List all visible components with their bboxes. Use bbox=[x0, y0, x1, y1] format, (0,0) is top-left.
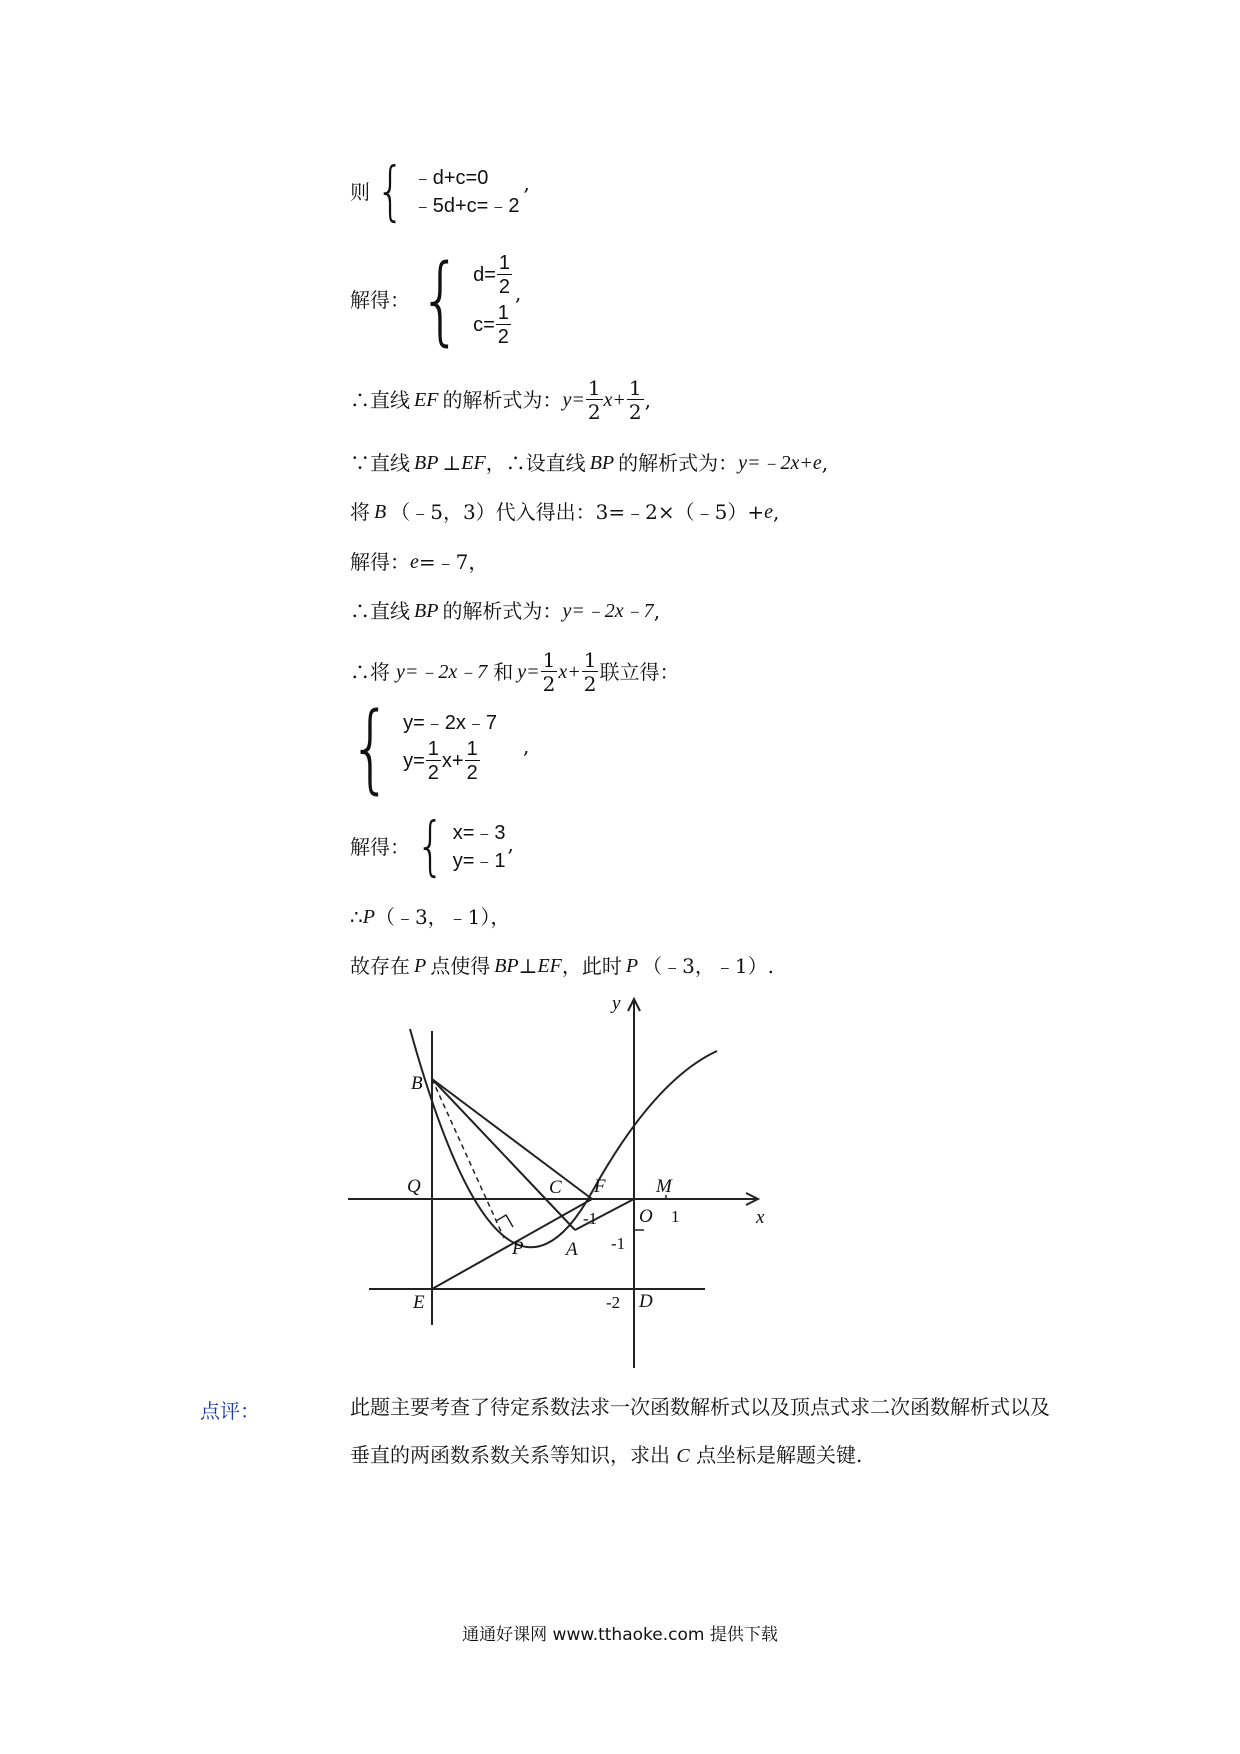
comment-label: 点评： bbox=[200, 1399, 260, 1423]
system-equation: y=﹣1 bbox=[452, 850, 506, 872]
denominator: 2 bbox=[583, 672, 597, 696]
text-e: e bbox=[410, 551, 419, 573]
text: （﹣5，3）代入得出：3=﹣2×（﹣5）+ bbox=[390, 500, 765, 524]
text: ，此时 bbox=[561, 954, 622, 978]
text-ef: EF bbox=[537, 955, 562, 977]
text-b: B bbox=[374, 501, 387, 523]
comma: , bbox=[507, 832, 514, 856]
text: 的解析式为： bbox=[442, 599, 563, 623]
comment-line bbox=[350, 1431, 1120, 1480]
text: y= bbox=[562, 389, 585, 411]
line-combine bbox=[350, 650, 679, 694]
tick-label-neg1-y: -1 bbox=[611, 1234, 626, 1253]
text: y= bbox=[403, 750, 425, 772]
tick-label-neg2-y: -2 bbox=[606, 1293, 621, 1312]
text: 则 bbox=[350, 180, 370, 204]
right-angle-mark bbox=[496, 1215, 513, 1227]
parabola-mid bbox=[432, 1089, 704, 1239]
segment-bf bbox=[432, 1079, 592, 1199]
text: 和 bbox=[493, 660, 514, 684]
text: 点使得 bbox=[430, 954, 491, 978]
label-q: Q bbox=[407, 1176, 421, 1197]
line-bp-equation bbox=[350, 601, 660, 621]
numerator: 1 bbox=[542, 648, 556, 672]
text: 的解析式为： bbox=[618, 451, 739, 475]
denominator: 2 bbox=[498, 276, 511, 298]
text: x+ bbox=[441, 750, 464, 772]
comma: , bbox=[515, 281, 522, 305]
fraction bbox=[496, 303, 511, 347]
text: 的解析式为： bbox=[442, 388, 563, 412]
segment-bp-dashed bbox=[432, 1079, 504, 1238]
perp-symbol: ⊥ bbox=[442, 451, 462, 475]
segment-ba bbox=[432, 1079, 575, 1230]
system-lines bbox=[473, 253, 513, 347]
denominator: 2 bbox=[542, 672, 556, 696]
line-ef-equation bbox=[350, 378, 651, 422]
fraction bbox=[582, 650, 599, 694]
text: , bbox=[653, 599, 661, 623]
line-conclusion bbox=[350, 956, 774, 976]
system-equation: ﹣d+c=0 bbox=[412, 167, 489, 189]
line-p-coords bbox=[350, 907, 510, 927]
denominator: 2 bbox=[497, 326, 509, 348]
text-p: P bbox=[414, 955, 427, 977]
label-o: O bbox=[639, 1206, 653, 1227]
text-bp: BP bbox=[494, 955, 519, 977]
equation: y=﹣2x+e bbox=[738, 452, 822, 474]
text: 联立得： bbox=[599, 660, 680, 684]
text: , bbox=[644, 388, 652, 412]
system-equation: x=﹣3 bbox=[452, 822, 506, 844]
text: 点坐标是解题关键. bbox=[696, 1443, 863, 1467]
text-ef: EF bbox=[414, 389, 439, 411]
text: （﹣3，﹣1）. bbox=[642, 954, 774, 978]
fraction bbox=[426, 739, 441, 783]
comma: , bbox=[523, 734, 530, 758]
fraction bbox=[627, 378, 644, 422]
label-a: A bbox=[566, 1239, 578, 1260]
text-ef: EF bbox=[461, 452, 486, 474]
text: ∴ bbox=[350, 905, 363, 929]
denominator: 2 bbox=[628, 400, 642, 424]
numerator: 1 bbox=[427, 738, 439, 760]
label-d: D bbox=[639, 1291, 653, 1312]
label-b: B bbox=[411, 1073, 423, 1094]
numerator: 1 bbox=[628, 376, 642, 400]
text-bp: BP bbox=[589, 452, 615, 474]
left-brace: { bbox=[349, 692, 392, 804]
fraction bbox=[541, 650, 558, 694]
system-lines bbox=[403, 713, 497, 783]
system-equation: y=﹣2x﹣7 bbox=[403, 712, 498, 734]
system-equation bbox=[473, 253, 513, 297]
text: ，∴设直线 bbox=[485, 451, 586, 475]
fraction bbox=[465, 739, 480, 783]
text: 故存在 bbox=[350, 954, 410, 978]
system-equation: ﹣5d+c=﹣2 bbox=[412, 195, 520, 217]
label-p: P bbox=[512, 1238, 524, 1259]
equation: y=﹣2x﹣7 bbox=[396, 661, 488, 683]
text: , bbox=[773, 500, 780, 524]
perp-symbol: ⊥ bbox=[518, 954, 538, 978]
text: 将 bbox=[350, 500, 370, 524]
denominator: 2 bbox=[427, 762, 439, 784]
system-lines bbox=[453, 823, 506, 871]
text: y= bbox=[517, 661, 540, 683]
text-e: e bbox=[764, 501, 774, 523]
denominator: 2 bbox=[466, 762, 478, 784]
text: =﹣7， bbox=[418, 550, 489, 574]
equation-system-1 bbox=[350, 155, 530, 229]
numerator: 1 bbox=[583, 648, 597, 672]
text: 解得： bbox=[350, 550, 410, 574]
text: 垂直的两函数系数关系等知识，求出 bbox=[350, 1443, 670, 1467]
text: 解得： bbox=[350, 835, 410, 859]
text-p: P bbox=[625, 955, 639, 977]
system-lines bbox=[413, 168, 520, 216]
denominator: 2 bbox=[587, 400, 601, 424]
text: 解得： bbox=[350, 288, 410, 312]
comment-line: 此题主要考查了待定系数法求一次函数解析式以及顶点式求二次函数解析式以及 bbox=[350, 1395, 1050, 1419]
comma: , bbox=[523, 171, 530, 195]
fraction bbox=[586, 378, 603, 422]
label-c: C bbox=[549, 1177, 562, 1198]
text: ∵直线 bbox=[350, 451, 410, 475]
label-e: E bbox=[413, 1292, 425, 1313]
text: ∴将 bbox=[350, 660, 390, 684]
geometry-figure bbox=[340, 985, 780, 1375]
line-substitute-b bbox=[350, 502, 779, 522]
page-footer: 通通好课网 www.tthaoke.com 提供下载 bbox=[462, 1625, 778, 1645]
text: ∴直线 bbox=[350, 599, 410, 623]
fraction bbox=[497, 253, 512, 297]
comment-text bbox=[350, 1383, 1120, 1480]
solution-x-y bbox=[350, 810, 514, 884]
label-x-axis: x bbox=[756, 1207, 765, 1228]
left-brace: { bbox=[419, 244, 462, 356]
text: d= bbox=[473, 264, 496, 286]
text-bp: BP bbox=[414, 600, 439, 622]
equation-system-2 bbox=[349, 692, 530, 804]
line-bp-perp bbox=[350, 453, 828, 473]
numerator: 1 bbox=[498, 252, 511, 274]
system-equation bbox=[403, 739, 497, 783]
equation: y=﹣2x﹣7 bbox=[562, 600, 654, 622]
numerator: 1 bbox=[466, 738, 478, 760]
tick-label-neg1-x: -1 bbox=[583, 1209, 598, 1228]
text-c: C bbox=[676, 1445, 690, 1467]
numerator: 1 bbox=[587, 376, 601, 400]
text: , bbox=[821, 451, 829, 475]
text: x+ bbox=[558, 661, 581, 683]
left-brace: { bbox=[376, 155, 405, 229]
text-bp: BP bbox=[414, 452, 439, 474]
tick-label-one-x: 1 bbox=[671, 1207, 680, 1226]
line-solve-e bbox=[350, 552, 488, 572]
label-m: M bbox=[656, 1176, 672, 1197]
solution-d-c bbox=[350, 244, 522, 356]
text: （﹣3，﹣1）， bbox=[374, 905, 511, 929]
left-brace: { bbox=[416, 810, 445, 884]
text-p: P bbox=[362, 906, 375, 928]
text: ∴直线 bbox=[350, 388, 410, 412]
label-f: F bbox=[594, 1176, 606, 1197]
label-y-axis: y bbox=[612, 993, 621, 1014]
numerator: 1 bbox=[497, 302, 509, 324]
text: c= bbox=[473, 314, 495, 336]
text: x+ bbox=[603, 389, 626, 411]
system-equation bbox=[473, 303, 513, 347]
